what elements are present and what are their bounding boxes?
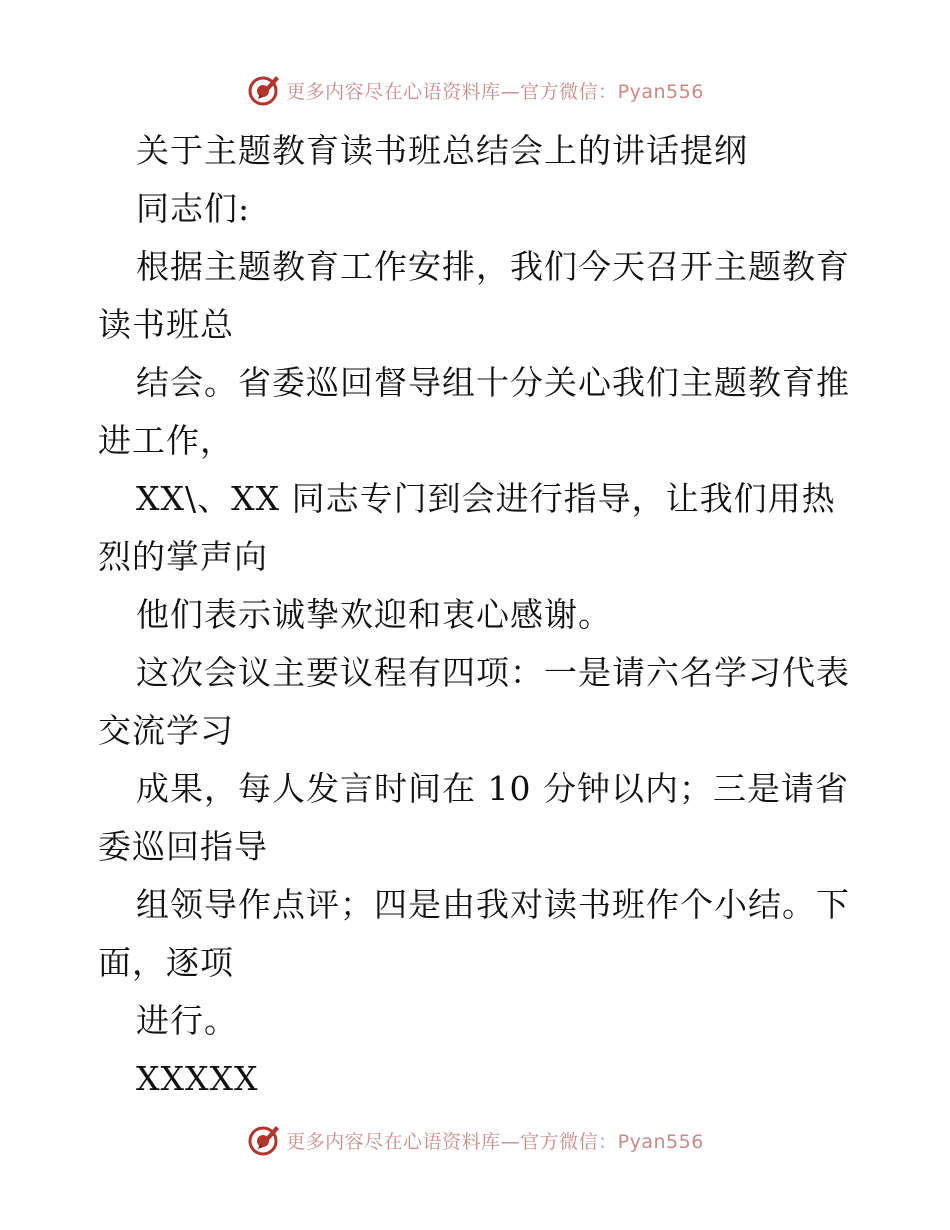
footer-watermark: [0, 1120, 950, 1160]
paragraph-line: 进行。: [136, 1001, 238, 1040]
paragraph-line: 他们表示诚挚欢迎和衷心感谢。: [136, 595, 612, 634]
paragraph-line: 这次会议主要议程有四项：一是请六名学习代表: [136, 653, 850, 692]
header-watermark: [0, 70, 950, 110]
watermark-wechat-id: Pyan556: [617, 80, 704, 103]
signature-placeholder: XXXXX: [136, 1059, 259, 1098]
salutation: 同志们:: [136, 189, 251, 228]
red-seal-pen-icon: [246, 1122, 282, 1158]
paragraph-line: 结会。省委巡回督导组十分关心我们主题教育推: [136, 363, 850, 402]
watermark-text: 更多内容尽在心语资料库—官方微信：: [286, 80, 618, 103]
paragraph-line: 根据主题教育工作安排，我们今天召开主题教育: [136, 247, 850, 286]
paragraph-line: 烈的掌声向: [98, 537, 268, 576]
watermark-text: 更多内容尽在心语资料库—官方微信：: [286, 1130, 618, 1153]
paragraph-line: 读书班总: [98, 305, 234, 344]
paragraph-line: XX\、XX 同志专门到会进行指导，让我们用热: [136, 479, 836, 518]
paragraph-line: 面，逐项: [98, 943, 234, 982]
paragraph-line: 进工作，: [98, 421, 234, 460]
paragraph-line: 成果，每人发言时间在 10 分钟以内；三是请省: [136, 769, 849, 808]
paragraph-line: 组领导作点评；四是由我对读书班作个小结。下: [136, 885, 850, 924]
paragraph-line: 交流学习: [98, 711, 234, 750]
watermark-wechat-id: Pyan556: [617, 1130, 704, 1153]
document-title: 关于主题教育读书班总结会上的讲话提纲: [136, 131, 748, 170]
paragraph-line: 委巡回指导: [98, 827, 268, 866]
red-seal-pen-icon: [246, 72, 282, 108]
document-body: [98, 122, 858, 1108]
